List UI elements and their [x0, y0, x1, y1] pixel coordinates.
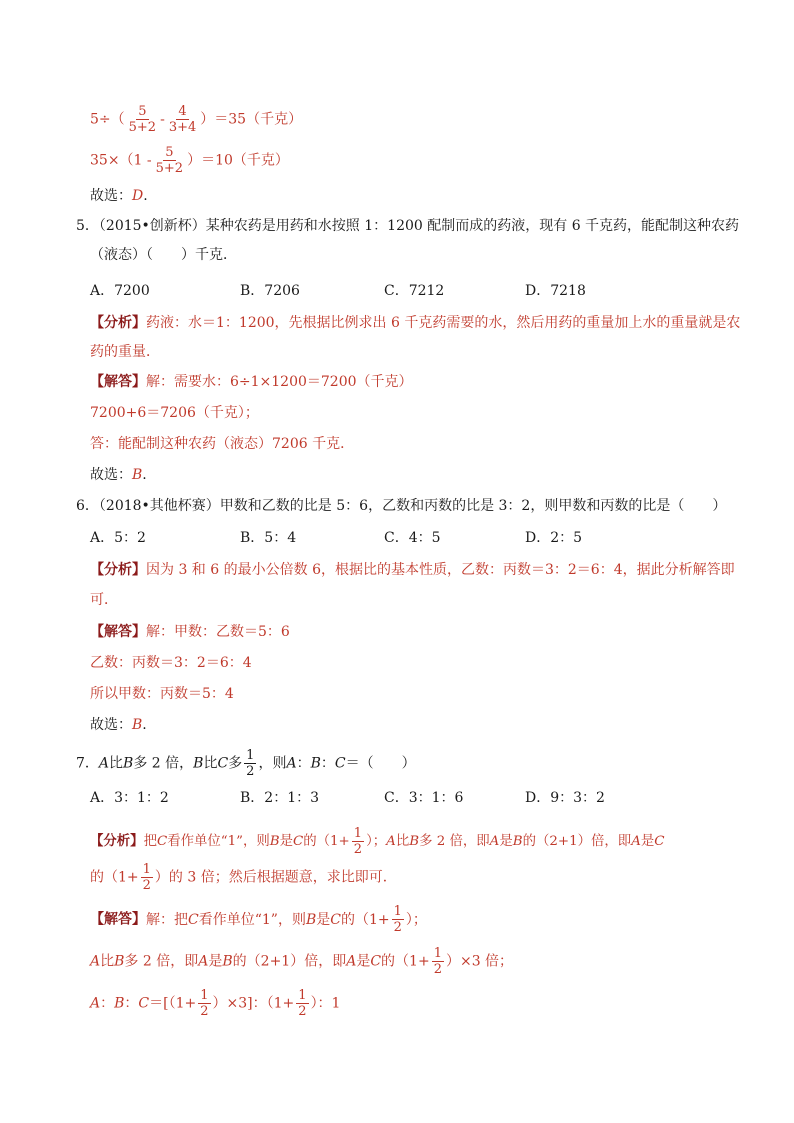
analysis-line-cont: 药的重量． [90, 344, 160, 360]
solution-line-3: 所以甲数：丙数＝5：4 [90, 686, 234, 702]
option-a: A．3：1：2 [90, 790, 169, 806]
question-6-stem: 6．（2018•其他杯赛）甲数和乙数的比是 5：6，乙数和丙数的比是 3：2，则甲数和丙数的比是（ ） [76, 498, 727, 514]
fraction: $\frac{1}{2}$ [246, 748, 255, 779]
option-a: A．5：2 [90, 530, 146, 546]
solution-line-2: 7200+6＝7206（千克）； [90, 405, 259, 421]
analysis-line: 【分析】因为 3 和 6 的最小公倍数 6，根据比的基本性质，乙数：丙数＝3：2＝6：4，据此分析解答即 [90, 562, 735, 578]
option-b: B．7206 [240, 283, 300, 299]
fraction: $\frac{1}{2}$ [200, 988, 209, 1019]
question-5-stem-cont: （液态）（ ）千克． [90, 247, 237, 263]
fraction: $\frac{1}{2}$ [298, 988, 307, 1019]
analysis-line: 【分析】药液：水＝1：1200，先根据比例求出 6 千克药需要的水，然后用药的重量加上水的重量就是农 [90, 315, 741, 331]
analysis-line: 【分析】把C看作单位“1”，则B是C的（1+ $\frac{1}{2}$ ）；A比B多 2 倍，即A是B的（2+1）倍，即A是C [90, 826, 665, 857]
fraction: $\frac{1}{2}$ [433, 946, 442, 977]
analysis-line-cont: 可． [90, 592, 118, 608]
option-c: C．7212 [384, 283, 445, 299]
solution-line-3: A：B：C＝[（1+ $\frac{1}{2}$ ）×3]：（1+ $\frac{1}{2}$ ）：1 [90, 988, 341, 1019]
solution-line: 【解答】解：甲数：乙数＝5：6 [90, 624, 290, 640]
option-b: B．2：1：3 [240, 790, 320, 806]
option-d: D．7218 [525, 283, 586, 299]
solution-line: 【解答】解：把C看作单位“1”，则B是C的（1+ $\frac{1}{2}$ ）； [90, 904, 427, 935]
solution-line-2: 乙数：丙数＝3：2＝6：4 [90, 655, 252, 671]
fraction: $\frac{1}{2}$ [393, 904, 402, 935]
calc-line-1: 5÷（ $\frac{5}{5+2}$ - $\frac{4}{3+4}$ ）＝35（千克） [90, 104, 303, 135]
option-c: C．3：1：6 [384, 790, 464, 806]
option-b: B．5：4 [240, 530, 297, 546]
fraction: $\frac{5}{5+2}$ [155, 145, 184, 176]
option-c: C．4：5 [384, 530, 441, 546]
solution-line-2: A比B多 2 倍，即A是B的（2+1）倍，即A是C的（1+ $\frac{1}{2}$ ）×3 倍； [90, 946, 514, 977]
fraction: $\frac{1}{2}$ [142, 862, 151, 893]
option-d: D．9：3：2 [525, 790, 605, 806]
question-7-stem: 7．A比B多 2 倍，B比C多 $\frac{1}{2}$ ，则A：B：C＝（ ） [76, 748, 416, 779]
question-5-stem: 5．（2015•创新杯）某种农药是用药和水按照 1：1200 配制而成的药液，现有 6 千克药，能配制这种农药 [76, 218, 740, 234]
calc-line-2: 35×（1 - $\frac{5}{5+2}$ ）＝10（千克） [90, 145, 289, 176]
fraction: $\frac{4}{3+4}$ [168, 104, 197, 135]
option-a: A．7200 [90, 283, 150, 299]
choose-line: 故选：B. [90, 717, 147, 733]
choose-line: 故选：D. [90, 188, 148, 204]
choose-line: 故选：B. [90, 467, 147, 483]
option-d: D．2：5 [525, 530, 583, 546]
solution-line: 【解答】解：需要水：6÷1×1200＝7200（千克） [90, 374, 413, 390]
analysis-line-cont: 的（1+ $\frac{1}{2}$ ）的 3 倍；然后根据题意，求比即可． [90, 862, 397, 893]
solution-line-3: 答：能配制这种农药（液态）7206 千克． [90, 436, 355, 452]
fraction: $\frac{1}{2}$ [353, 826, 363, 857]
fraction: $\frac{5}{5+2}$ [128, 104, 157, 135]
